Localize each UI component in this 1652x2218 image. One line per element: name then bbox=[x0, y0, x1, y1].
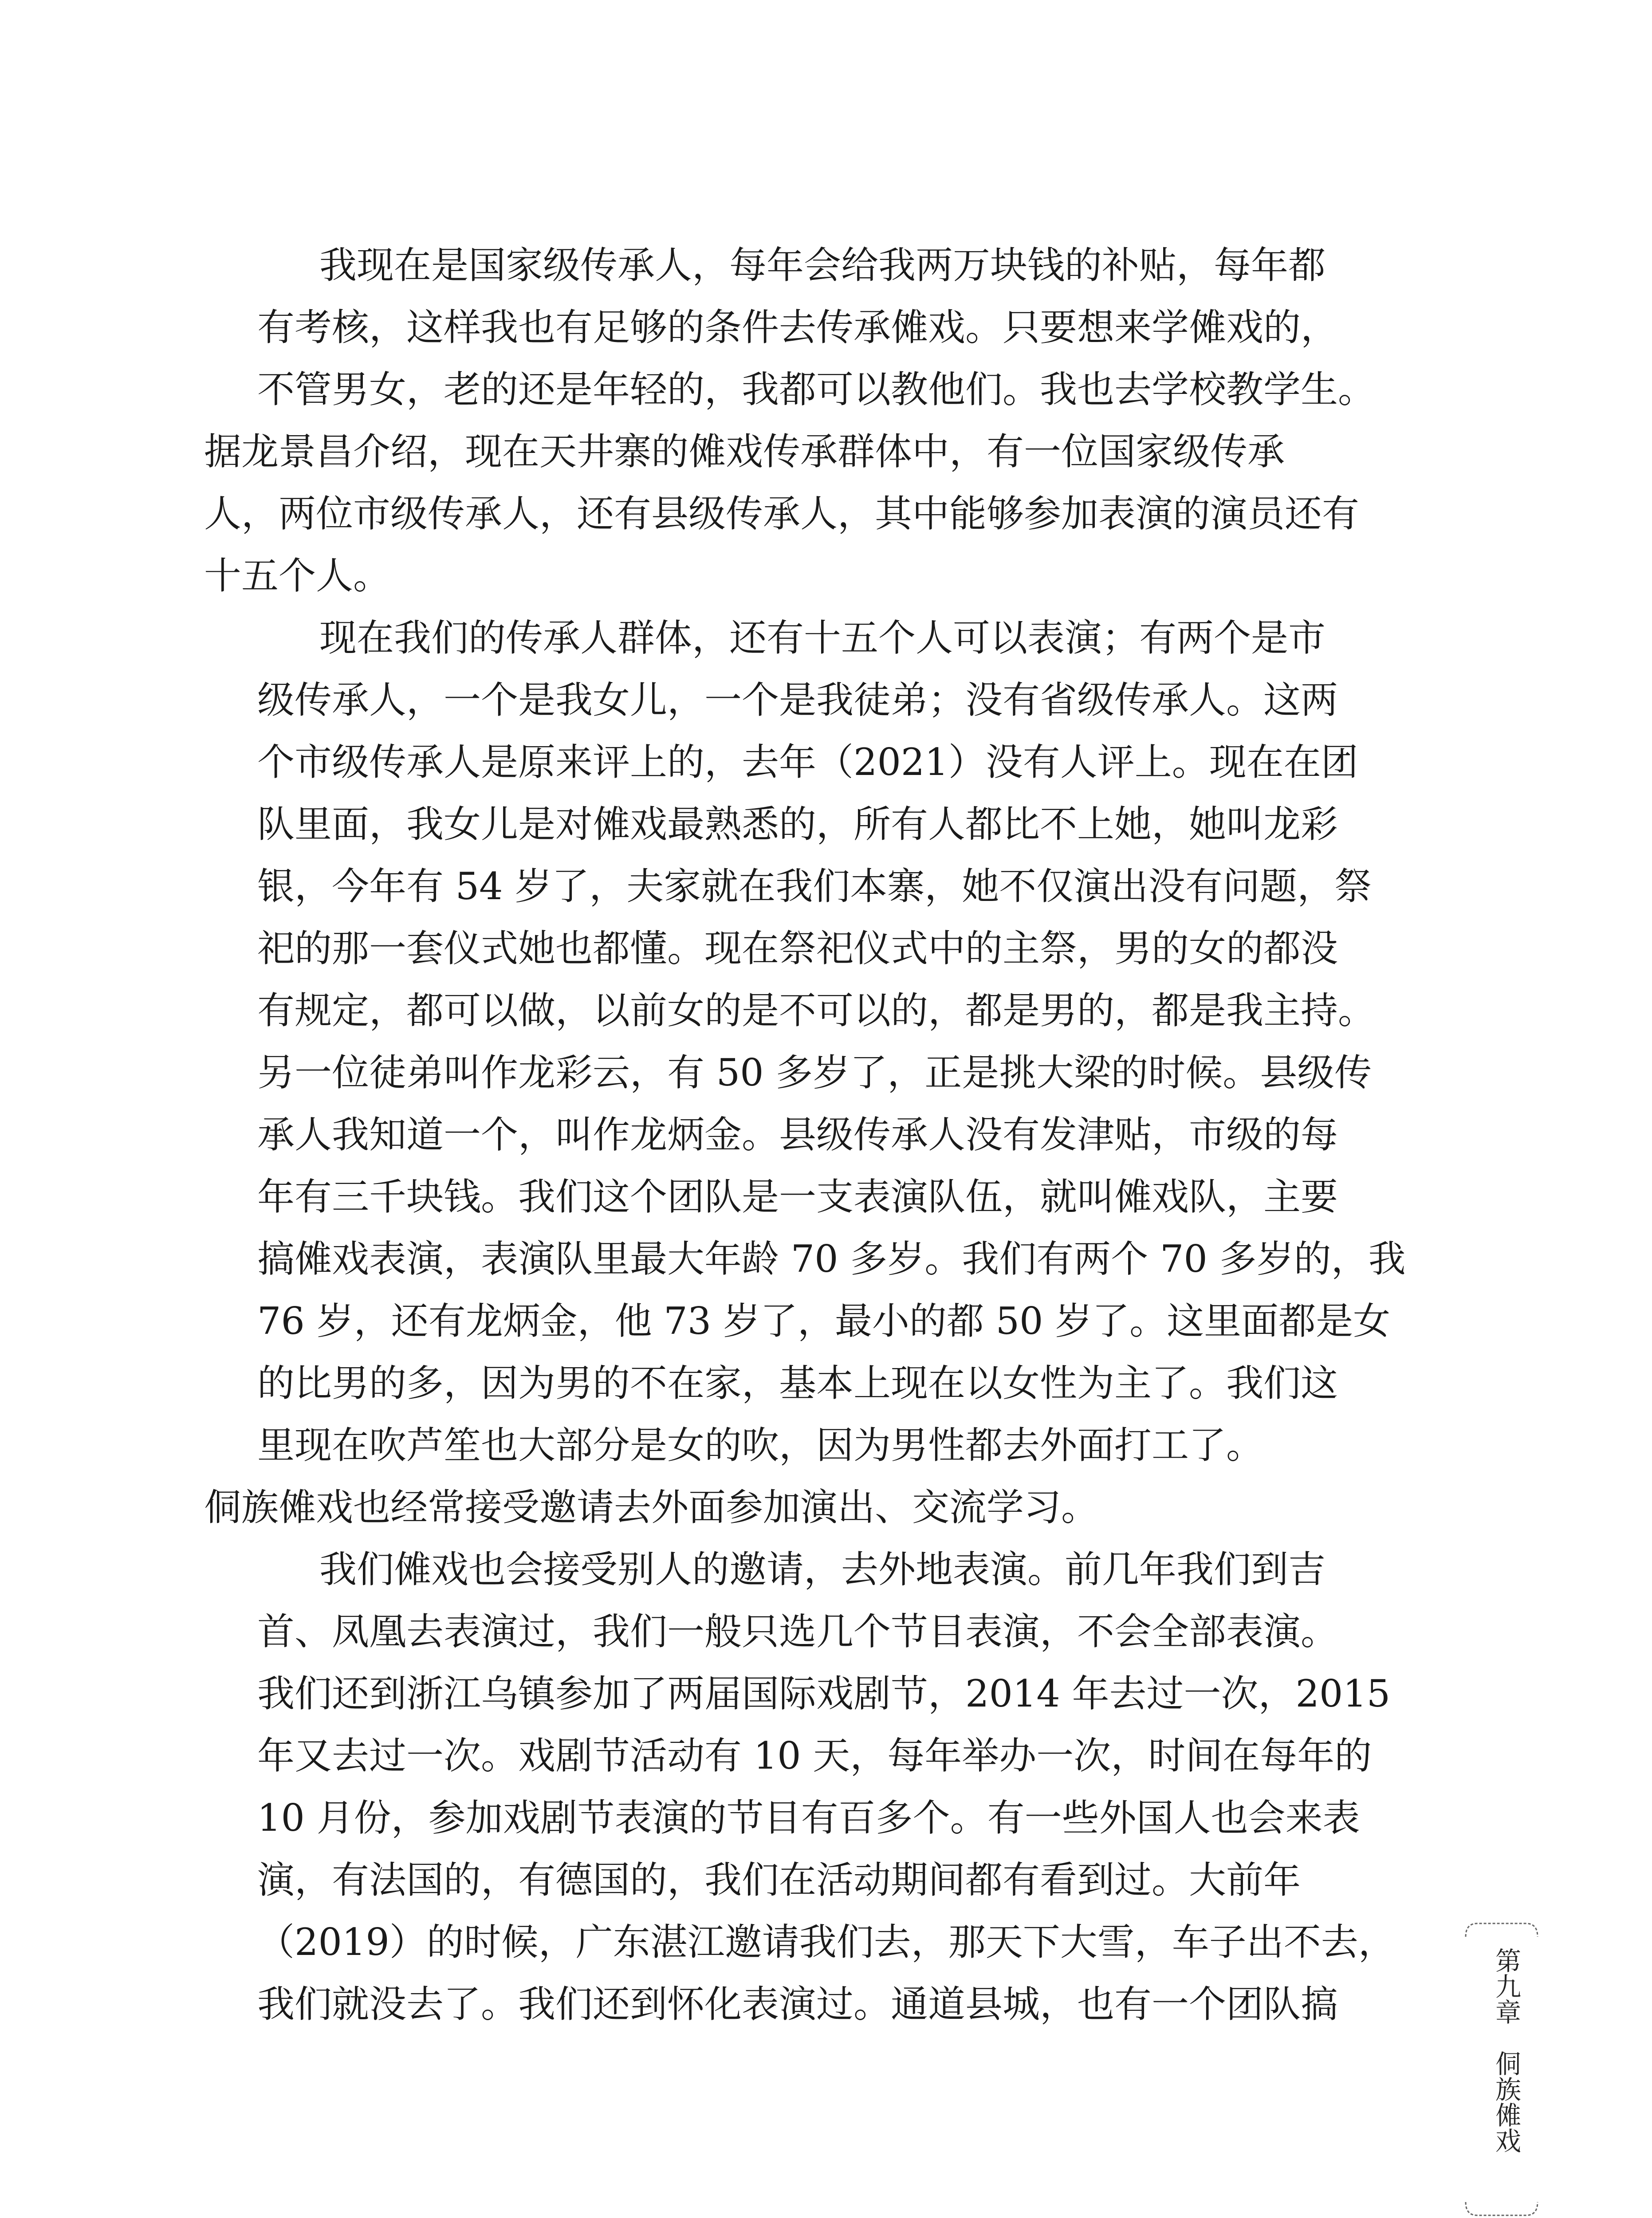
quote-line: 队里面，我女儿是对傩戏最熟悉的，所有人都比不上她，她叫龙彩 bbox=[257, 802, 1338, 846]
bracket-top-ornament bbox=[1464, 1921, 1539, 1939]
quote-line: 76 岁，还有龙炳金，他 73 岁了，最小的都 50 岁了。这里面都是女 bbox=[257, 1299, 1391, 1343]
quote-line: 承人我知道一个，叫作龙炳金。县级传承人没有发津贴，市级的每 bbox=[257, 1113, 1338, 1156]
narration-line: 人，两位市级传承人，还有县级传承人，其中能够参加表演的演员还有 bbox=[204, 492, 1360, 535]
quote-line: （2019）的时候，广东湛江邀请我们去，那天下大雪，车子出不去， bbox=[257, 1920, 1396, 1964]
quote-line: 我们就没去了。我们还到怀化表演过。通道县城，也有一个团队搞 bbox=[257, 1982, 1338, 2026]
quote-line: 年又去过一次。戏剧节活动有 10 天，每年举办一次，时间在每年的 bbox=[257, 1734, 1372, 1778]
quote-line: 银，今年有 54 岁了，夫家就在我们本寨，她不仅演出没有问题，祭 bbox=[257, 865, 1372, 908]
chapter-label: 第九章 侗族傩戏 bbox=[1491, 1947, 1521, 2153]
quote-line: 演，有法国的，有德国的，我们在活动期间都有看到过。大前年 bbox=[257, 1858, 1301, 1902]
quote-line: 现在我们的传承人群体，还有十五个人可以表演；有两个是市 bbox=[319, 616, 1326, 660]
quote-line: 首、凤凰去表演过，我们一般只选几个节目表演，不会全部表演。 bbox=[257, 1610, 1338, 1653]
quote-line: 有考核，这样我也有足够的条件去传承傩戏。只要想来学傩戏的， bbox=[257, 306, 1338, 349]
body-text bbox=[204, 234, 1406, 2035]
quote-line: 10 月份，参加戏剧节表演的节目有百多个。有一些外国人也会来表 bbox=[257, 1796, 1360, 1840]
chapter-side-tab bbox=[1464, 1921, 1539, 2218]
quote-line: 搞傩戏表演，表演队里最大年龄 70 多岁。我们有两个 70 多岁的，我 bbox=[257, 1237, 1406, 1281]
quote-line: 里现在吹芦笙也大部分是女的吹，因为男性都去外面打工了。 bbox=[257, 1424, 1264, 1467]
quote-line: 的比男的多，因为男的不在家，基本上现在以女性为主了。我们这 bbox=[257, 1361, 1338, 1405]
narration-line: 据龙景昌介绍，现在天井寨的傩戏传承群体中，有一位国家级传承 bbox=[204, 430, 1285, 473]
quote-line: 另一位徒弟叫作龙彩云，有 50 多岁了，正是挑大梁的时候。县级传 bbox=[257, 1051, 1372, 1094]
quote-line: 不管男女，老的还是年轻的，我都可以教他们。我也去学校教学生。 bbox=[257, 368, 1376, 411]
quote-line: 年有三千块钱。我们这个团队是一支表演队伍，就叫傩戏队，主要 bbox=[257, 1175, 1338, 1219]
bracket-bottom-ornament bbox=[1464, 2200, 1539, 2218]
quote-line: 有规定，都可以做，以前女的是不可以的，都是男的，都是我主持。 bbox=[257, 989, 1376, 1032]
quote-line: 个市级传承人是原来评上的，去年（2021）没有人评上。现在在团 bbox=[257, 740, 1358, 784]
quote-line: 我们还到浙江乌镇参加了两届国际戏剧节，2014 年去过一次，2015 bbox=[257, 1672, 1391, 1715]
narration-line: 侗族傩戏也经常接受邀请去外面参加演出、交流学习。 bbox=[204, 1486, 1099, 1529]
quote-line: 级传承人，一个是我女儿，一个是我徒弟；没有省级传承人。这两 bbox=[257, 678, 1338, 722]
quote-line: 祀的那一套仪式她也都懂。现在祭祀仪式中的主祭，男的女的都没 bbox=[257, 927, 1338, 970]
quote-line: 我现在是国家级传承人，每年会给我两万块钱的补贴，每年都 bbox=[319, 244, 1326, 287]
quote-line: 我们傩戏也会接受别人的邀请，去外地表演。前几年我们到吉 bbox=[319, 1548, 1326, 1591]
narration-line: 十五个人。 bbox=[204, 554, 391, 598]
